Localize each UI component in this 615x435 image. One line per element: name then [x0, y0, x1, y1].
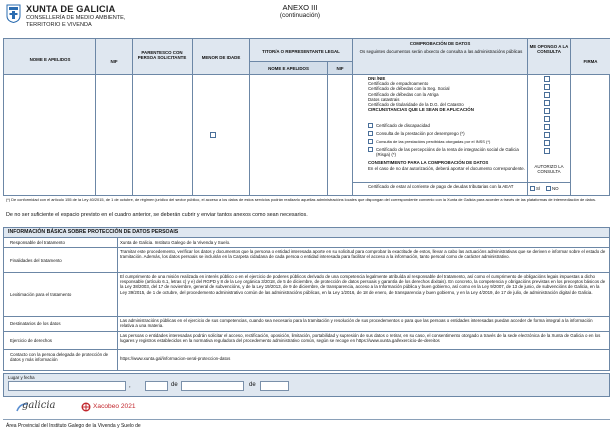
oppose-checkbox[interactable] [544, 148, 550, 154]
oppose-checkboxes [544, 76, 552, 154]
privacy-label-destinatarios: Destinatarios de los datos [10, 321, 61, 326]
xunta-logo [6, 4, 21, 23]
month-field[interactable] [181, 381, 244, 391]
circ-item: Consulta de la prestación por desemprego (*) [376, 131, 465, 136]
privacy-label-contacto: Contacto con la persoa delegada de protección de datos y más información [10, 352, 109, 363]
privacy-title: INFORMACIÓN BÁSICA SOBRE PROTECCIÓN DE DATOS PERSOAIS [8, 229, 179, 235]
doc-item: Certificado de titularidade de la D.G. del Catastro [368, 102, 464, 108]
circ-title: CIRCUNSTANCIAS QUE LE SEAN DE APLICACIÓN [368, 107, 474, 113]
circ-item: Certificado de discapacidad [376, 123, 430, 128]
xunta-shield-icon [6, 4, 21, 23]
footer-separator [3, 419, 610, 420]
no-checkbox[interactable] [546, 186, 551, 191]
circ-item: Certificado de las percepcións de la renta de integración social de Galicia (Risga) (*) [376, 147, 519, 158]
doc-item: Certificado de empadroamento [368, 81, 429, 87]
day-field[interactable] [145, 381, 168, 391]
oppose-checkbox[interactable] [544, 76, 550, 82]
col-header-comprobacion-sub: Os seguintes documentos serán obxecto de consulta a las administracións públicas [359, 49, 523, 54]
circ-item: Consulta de las prestacións percibidas otorgadas por el INSS (*) [376, 139, 491, 144]
circ-checkbox[interactable] [368, 131, 373, 136]
no-label: NO [552, 186, 559, 191]
col-header-comprobacion: COMPROBACIÓN DE DATOS [409, 41, 471, 46]
cert-aeat: Certificado de estar al corriente de pago de deudas tributarias con la AEAT [368, 184, 514, 189]
brand-subtitle-2: TERRITORIO E VIVENDA [26, 22, 92, 28]
privacy-text-dereitos: Las persoas o entidades interesadas podrán solicitar el acceso, rectificación, oposición, limitación, portabilidad y supresión de sus datos o retirar, en su caso, el consentimento otorgado a través de la sede electrónica de la Xunta de Galicia o en los lugares y registros establecidos en la normativa reguladora del procedemento administrativo común, según se recoge en https://www.xunta.gal/exercicio-de-dereitos [120, 333, 601, 344]
col-header-titor: TITOR/A O REPRESENTANTE LEGAL [262, 49, 340, 54]
col-header-titor-nif: NIF [336, 66, 344, 71]
col-header-parentesco: PARENTESCO CON PERSOA SOLICITANTE [137, 50, 187, 61]
oppose-checkbox[interactable] [544, 116, 550, 122]
circ-checkbox[interactable] [368, 147, 373, 152]
privacy-label-finalidades: Finalidades del tratamento [10, 258, 62, 263]
privacy-label-lexitimacion: Lexitimación para el tratamento [10, 292, 72, 297]
comma-separator: , [129, 383, 131, 389]
si-checkbox[interactable] [530, 186, 535, 191]
doc-item: Certificado de débedas con la Atriga [368, 91, 439, 97]
col-header-nome: NOME E APELIDOS [29, 57, 71, 62]
office-label: Área Provincial del Instituto Galego de la Vivenda y Suelo de [6, 423, 141, 429]
oppose-checkbox[interactable] [544, 108, 550, 114]
privacy-label-responsable: Responsable del tratamento [10, 240, 65, 245]
galicia-logo-text: galicia [22, 400, 56, 411]
circ-checkbox[interactable] [368, 123, 373, 128]
col-header-titor-nome: NOME E APELIDOS [268, 66, 309, 71]
annex-subtitle: (continuación) [279, 12, 321, 19]
de-label-1: de [171, 382, 178, 388]
oppose-checkbox[interactable] [544, 132, 550, 138]
annex-title: ANEXO III [282, 3, 318, 12]
col-header-menor: MENOR DE IDADE [201, 55, 241, 60]
oppose-checkbox[interactable] [544, 84, 550, 90]
privacy-link-contacto[interactable]: https://www.xunta.gal/informacion-xeral-proteccion-datos [120, 356, 231, 361]
col-header-firma: FIRMA [583, 59, 598, 64]
oppose-checkbox[interactable] [544, 124, 550, 130]
si-label: SÍ [536, 186, 541, 191]
col-header-nif: NIF [110, 59, 118, 64]
oppose-checkbox[interactable] [544, 140, 550, 146]
col-header-oponse: ME OPONGO A LA CONSULTA [529, 44, 569, 55]
privacy-label-dereitos: Ejercicio de derechos [10, 338, 52, 343]
year-field[interactable] [260, 381, 289, 391]
doc-item: DNI /NIE [368, 76, 386, 81]
docs-list [368, 76, 526, 112]
de-label-2: de [249, 382, 256, 388]
footnote-1: (*) De conformidad con el artículo 155 de la Ley 40/2015, de 1 de octubre, de régimen jurídico del sector público, el acceso a los datos de estos servicios podrán realizarlo aquellas administracións locales que dispongan del correspondente convenio con la Xunta de Galicia para acceder a través de las plataformas de intermediación de datos. [6, 197, 596, 202]
xacobeo-logo-text: Xacobeo 2021 [93, 403, 136, 410]
doc-item: Certificado de débedas con la Seg. Social [368, 86, 450, 92]
privacy-text-destinatarios: Las administracións públicas en el ejercicio de sus competencias, cuando sea necesario para la tramitación y resolución de sus procedementos o para que las persoas o entidades interesadas puedan acceder de forma integral a la información relativa a una materia. [120, 318, 593, 329]
oppose-checkbox[interactable] [544, 92, 550, 98]
doc-item: Datos catastrais [368, 96, 400, 102]
privacy-text-lexitimacion: El cumprimento de una misión realizada en interés público o en el ejercicio de poderes públicos derivado de una competencia legalmente atribuída al responsable del tratamento, así como el cumprimento de obligacións legais impuestas a dicho responsable (artículo 6.1, letras c) y e) del RGPD y 8 de la Ley orgánica 3/2018, de 5 de diciembre, de protección de datos persoais y garantía de los derechos dixitais). En concreto, la competencia y obrigacións previstas en los preceptos básicos de la Ley 38/2003, del 17 de noviembre, general de subvencións, y de la Ley 19/2013, de 9 de diciembre, de transparencia, acceso a la Información pública y buen gobierno, así como en la Ley 9/2007, de 13 de junio, de subvencións de Galicia, en la Ley 39/2015, de 1 de octubre, del procedemento administrativo común de las administracións públicas, en la Ley 1/2016, de 18 de enero, de transparencia y buen gobierno, y en la Ley 4/2019, de 17 de julio, de administración digital de Galicia. [120, 274, 606, 295]
signature-label: Lugar y fecha [8, 375, 35, 380]
consent-text: En el caso de no dar autorización, deberá aportar el documento correspondente. [368, 166, 525, 171]
privacy-text-responsable: Xunta de Galicia. Instituto Galego de la Vivenda y Suelo. [120, 240, 231, 245]
menor-checkbox[interactable] [210, 132, 216, 138]
consent-title: CONSENTIMENTO PARA LA COMPROBACIÓN DE DATOS [368, 160, 489, 165]
autorizo-label: AUTORIZO LA CONSULTA [534, 164, 564, 175]
brand-subtitle-1: CONSELLERÍA DE MEDIO AMBIENTE, [26, 15, 126, 21]
place-field[interactable] [8, 381, 126, 391]
circ-checkbox[interactable] [368, 139, 373, 144]
xacobeo-symbol-icon [81, 402, 91, 412]
brand-title: XUNTA DE GALICIA [26, 4, 116, 14]
privacy-text-finalidades: Tramitar este procedemento, verificar los datos y documentos que la persona o entidad interesada aporte en su solicitud para comprobar la exactitude de estos, llevar a cabo las actuacións administrativas que se deriven e informar sobre el estado de tramitación. Además, los datos persoais se incluirán en la Carpeta cidadana de cada persoa o entidad interesada para facilitar el acceso a la información, tanto persoal como de carácter administrativo. [120, 249, 606, 260]
oppose-checkbox[interactable] [544, 100, 550, 106]
footnote-2: De no ser suficiente el espacio previsto en el cuadro anterior, se deberán cubrir y enviar tantos anexos como sean necesarios. [6, 212, 308, 218]
